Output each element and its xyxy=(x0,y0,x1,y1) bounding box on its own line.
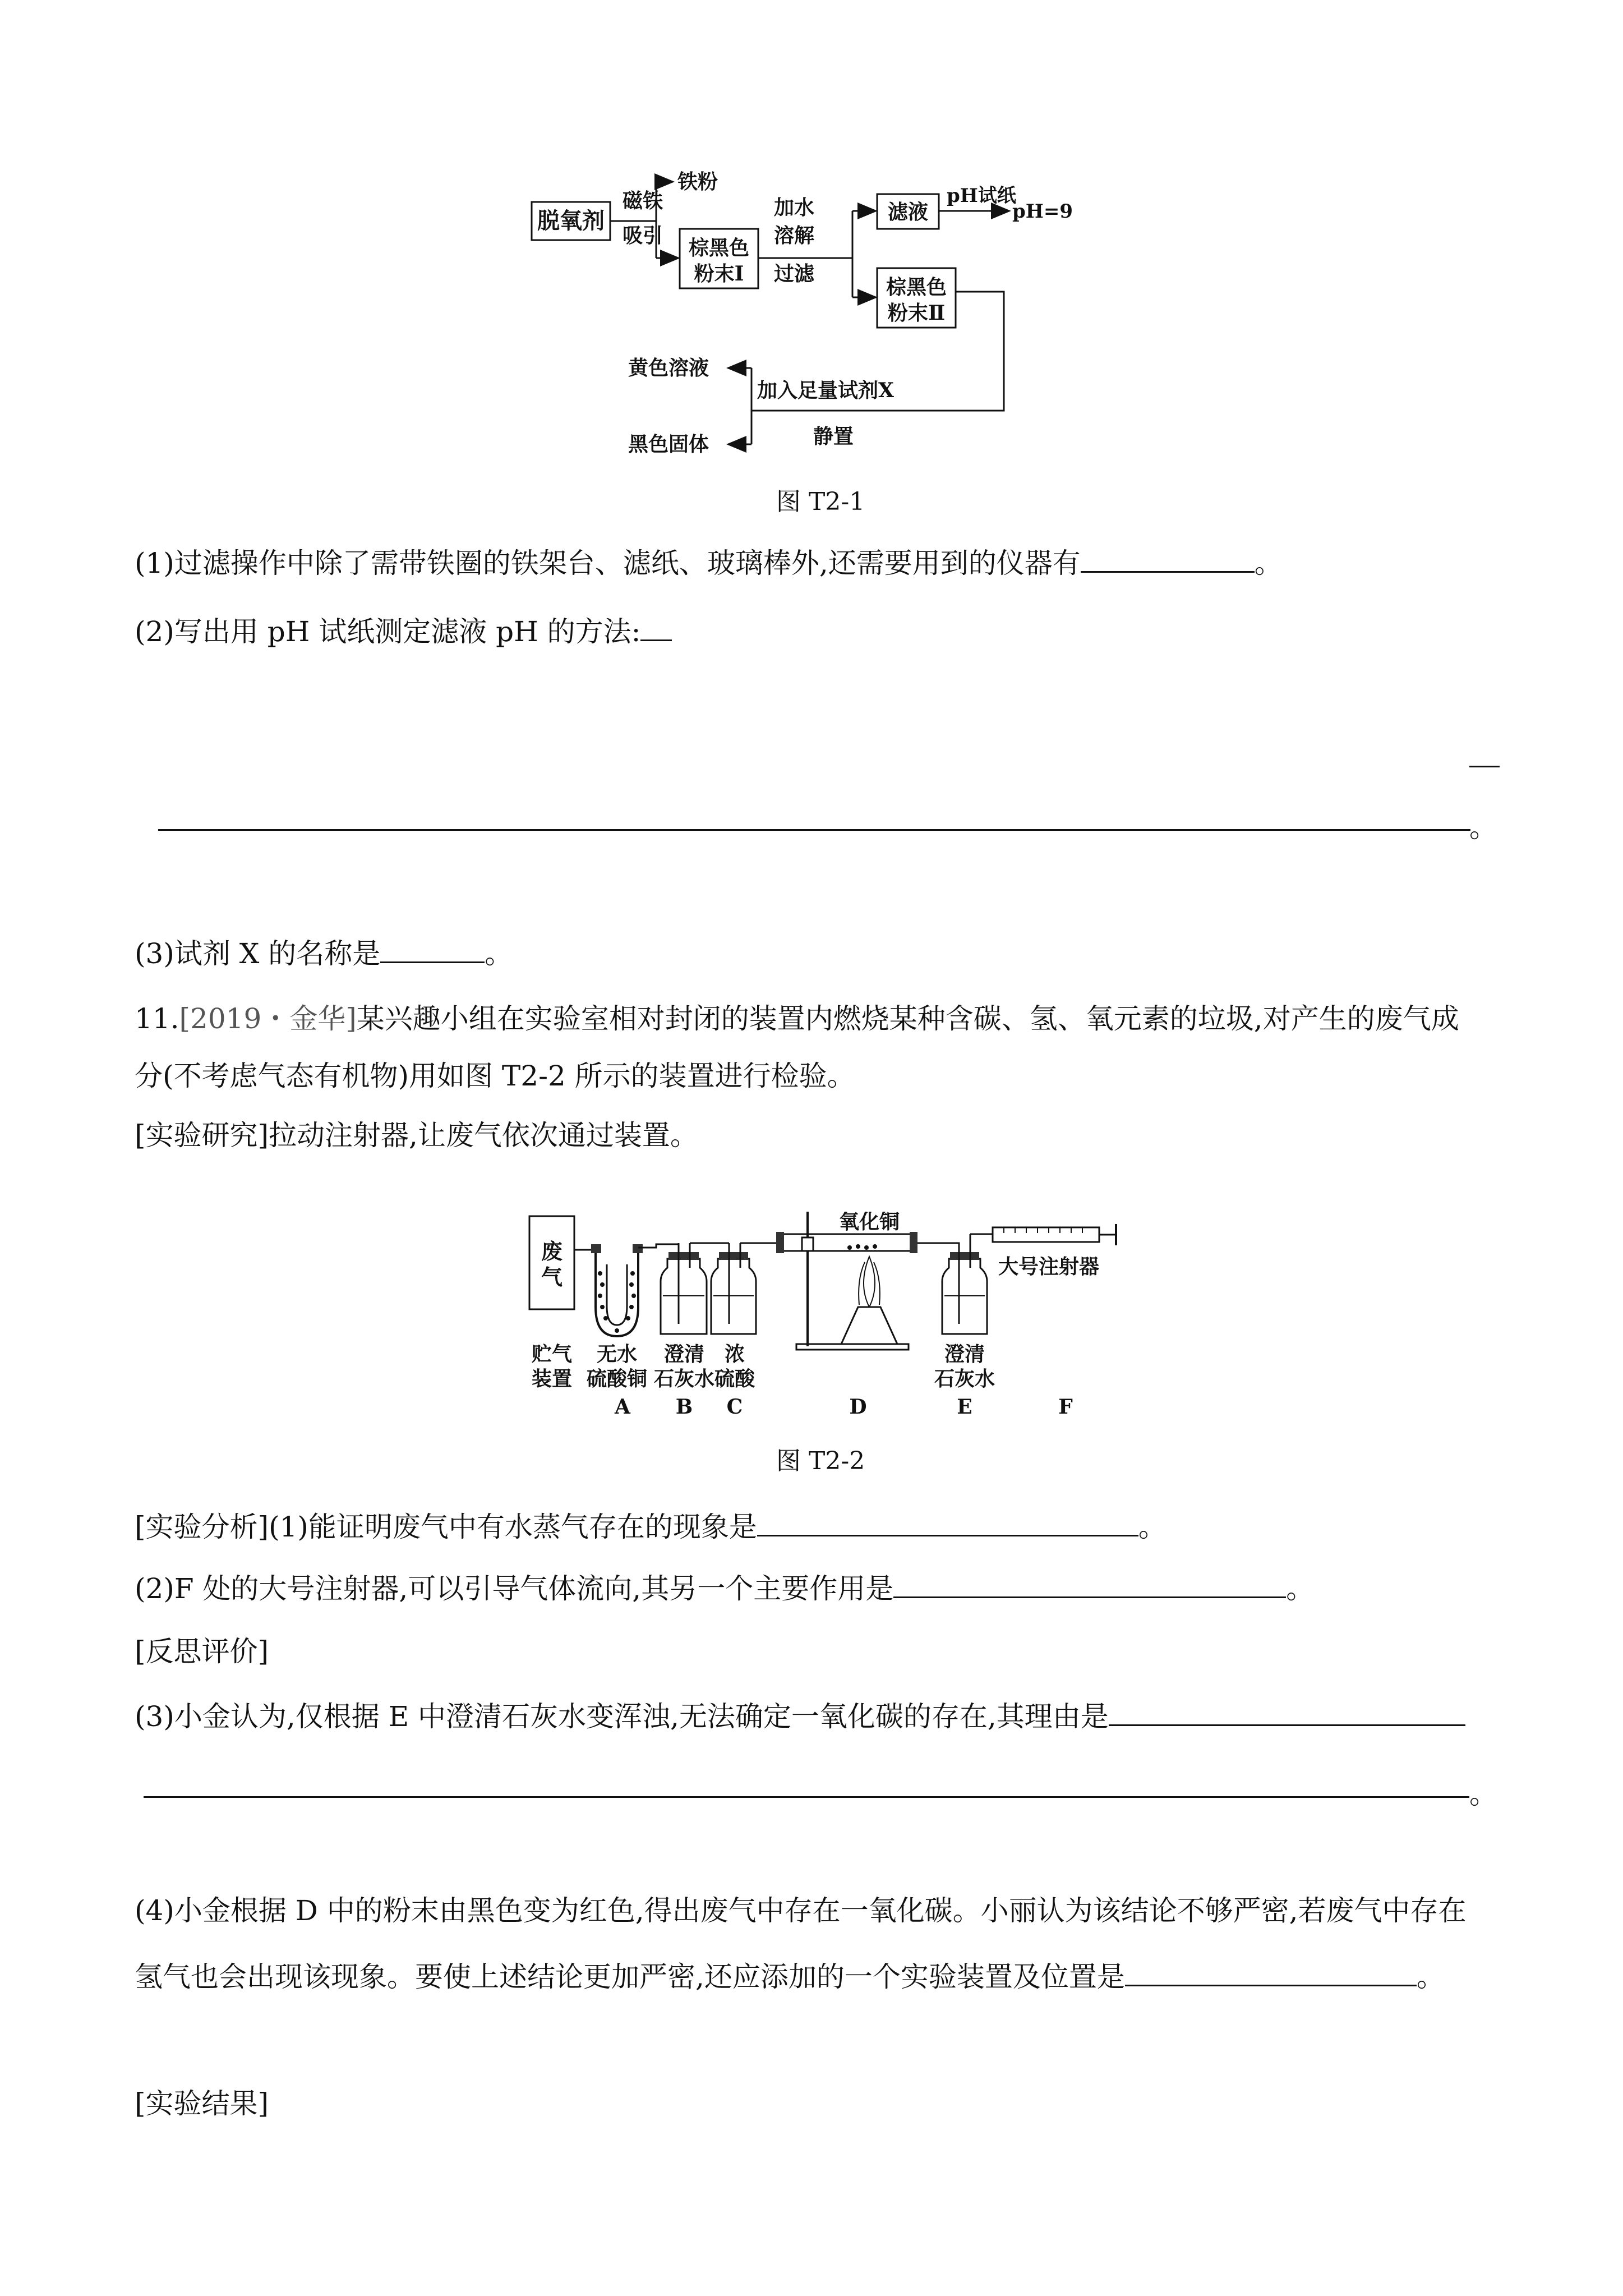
answer-blank-a1[interactable] xyxy=(757,1509,1138,1536)
question-11-line2 xyxy=(135,1059,855,1093)
magnet-label: 磁铁 xyxy=(623,189,663,213)
e-label-2: 石灰水 xyxy=(934,1367,995,1391)
figure-1-caption: 图 T2-1 xyxy=(776,487,865,516)
ph-result-label: pH=9 xyxy=(1012,200,1073,223)
question-3-text: (3)试剂 X 的名称是 xyxy=(135,937,381,970)
question-1-text: (1)过滤操作中除了需带铁圈的铁架台、滤纸、玻璃棒外,还需要用到的仪器有 xyxy=(135,547,1081,579)
combustion-tube xyxy=(780,1234,914,1251)
reflection-3 xyxy=(135,1699,1465,1733)
b-label-2: 石灰水 xyxy=(653,1367,715,1391)
reflection-4-text1: (4)小金根据 D 中的粉末由黑色变为红色,得出废气中存在一氧化碳。小丽认为该结论不够严密,若废气中存在 xyxy=(135,1894,1467,1927)
result-heading xyxy=(135,2087,269,2120)
filter-label: 过滤 xyxy=(774,262,815,286)
storage-label-2: 装置 xyxy=(531,1367,573,1391)
answer-blank-r3b[interactable] xyxy=(144,1796,1469,1798)
analysis-2 xyxy=(135,1571,1314,1605)
answer-blank-a2[interactable] xyxy=(893,1571,1286,1598)
reflection-3-text: (3)小金认为,仅根据 E 中澄清石灰水变浑浊,无法确定一氧化碳的存在,其理由是 xyxy=(135,1700,1109,1733)
deoxidizer-label: 脱氧剂 xyxy=(537,208,605,234)
waste-gas-label-1: 废 xyxy=(541,1239,563,1264)
reflection-4-line2 xyxy=(135,1959,1445,1994)
answer-blank-2b[interactable] xyxy=(1469,766,1500,767)
question-3 xyxy=(135,936,513,970)
storage-label-1: 贮气 xyxy=(531,1342,573,1366)
answer-blank-2c[interactable] xyxy=(158,829,1470,831)
question-11-line1 xyxy=(135,1002,1459,1036)
period: 。 xyxy=(1138,1511,1166,1543)
experiment-study-text: [实验研究]拉动注射器,让废气依次通过装置。 xyxy=(135,1119,698,1152)
letter-d: D xyxy=(849,1395,867,1419)
experiment-study xyxy=(135,1119,698,1152)
period: 。 xyxy=(1469,1778,1497,1810)
reagent-x-label: 加入足量试剂X xyxy=(757,379,894,402)
copper-oxide-label: 氧化铜 xyxy=(839,1212,900,1234)
reflection-heading-text: [反思评价] xyxy=(135,1635,269,1668)
alcohol-lamp xyxy=(841,1307,897,1344)
reflection-4-line1 xyxy=(135,1894,1467,1927)
powder-1-line2: 粉末Ⅰ xyxy=(694,262,744,286)
question-2-text: (2)写出用 pH 试纸测定滤液 pH 的方法: xyxy=(135,615,641,648)
question-11-source: [2019・金华] xyxy=(179,1002,357,1035)
question-1 xyxy=(135,545,1283,580)
letter-a: A xyxy=(615,1395,630,1419)
powder-2-line1: 棕黑色 xyxy=(886,275,947,299)
result-heading-text: [实验结果] xyxy=(135,2087,269,2120)
analysis-1-text: [实验分析](1)能证明废气中有水蒸气存在的现象是 xyxy=(135,1511,757,1543)
add-water-label: 加水 xyxy=(774,196,815,219)
flowchart-svg xyxy=(522,157,1138,471)
answer-blank-r3a[interactable] xyxy=(1109,1699,1465,1726)
powder-2-line2: 粉末Ⅱ xyxy=(887,301,946,325)
powder-1-line1: 棕黑色 xyxy=(688,236,750,260)
answer-blank-3[interactable] xyxy=(380,936,485,963)
apparatus-figure xyxy=(522,1212,1138,1425)
b-label-1: 澄清 xyxy=(663,1342,705,1366)
answer-blank-2a[interactable] xyxy=(640,614,672,641)
period: 。 xyxy=(1416,1961,1445,1993)
a-label-2: 硫酸铜 xyxy=(586,1367,648,1391)
letter-c: C xyxy=(726,1395,743,1419)
analysis-1 xyxy=(135,1509,1166,1544)
copper-sulfate-dots xyxy=(598,1271,636,1333)
period: 。 xyxy=(1469,811,1497,844)
a-label-1: 无水 xyxy=(596,1342,638,1366)
analysis-2-text: (2)F 处的大号注射器,可以引导气体流向,其另一个主要作用是 xyxy=(135,1572,894,1605)
letter-e: E xyxy=(957,1395,972,1419)
figure-2-caption: 图 T2-2 xyxy=(776,1447,865,1475)
letter-f: F xyxy=(1058,1395,1073,1419)
black-solid-label: 黑色固体 xyxy=(628,432,709,456)
answer-blank-r4[interactable] xyxy=(1125,1959,1417,1986)
yellow-solution-label: 黄色溶液 xyxy=(628,356,709,380)
dissolve-label: 溶解 xyxy=(774,224,815,247)
ph-paper-label: pH试纸 xyxy=(947,185,1016,207)
question-2 xyxy=(135,614,672,648)
question-11-text2: 分(不考虑气态有机物)用如图 T2-2 所示的装置进行检验。 xyxy=(135,1060,855,1092)
letter-b: B xyxy=(675,1395,693,1419)
iron-powder-label: 铁粉 xyxy=(677,170,718,194)
period: 。 xyxy=(485,937,513,970)
syringe-label: 大号注射器 xyxy=(998,1255,1100,1278)
reflection-4-text2: 氢气也会出现该现象。要使上述结论更加严密,还应添加的一个实验装置及位置是 xyxy=(135,1961,1125,1993)
flowchart-figure xyxy=(522,157,1138,471)
question-11-text: 某兴趣小组在实验室相对封闭的装置内燃烧某种含碳、氢、氧元素的垃圾,对产生的废气成 xyxy=(356,1002,1459,1035)
attract-label: 吸引 xyxy=(623,224,663,247)
apparatus-svg xyxy=(522,1212,1138,1425)
answer-blank-1[interactable] xyxy=(1081,545,1255,573)
syringe-f xyxy=(993,1227,1099,1242)
filtrate-label: 滤液 xyxy=(887,200,929,224)
waste-gas-label-2: 气 xyxy=(541,1264,563,1290)
u-tube-a xyxy=(596,1251,638,1336)
question-11-number: 11. xyxy=(135,1002,179,1035)
e-label-1: 澄清 xyxy=(944,1342,985,1366)
c-label-1: 浓 xyxy=(724,1342,745,1366)
period: 。 xyxy=(1286,1572,1315,1605)
reflection-heading xyxy=(135,1635,269,1668)
copper-oxide-powder xyxy=(847,1244,877,1250)
period: 。 xyxy=(1254,547,1283,579)
c-label-2: 硫酸 xyxy=(714,1367,755,1391)
stand-label: 静置 xyxy=(813,425,854,448)
